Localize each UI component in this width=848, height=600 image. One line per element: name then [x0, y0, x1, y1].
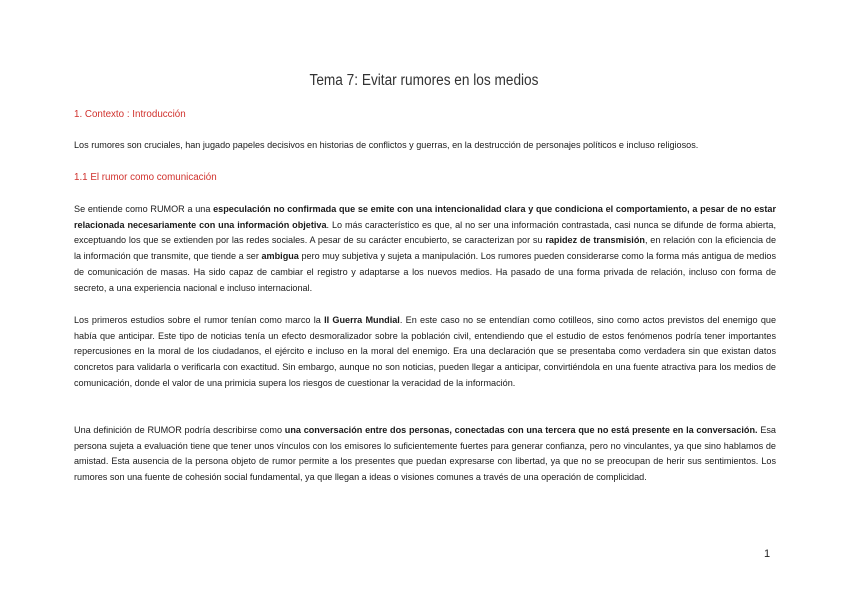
paragraph-history: [74, 313, 776, 392]
bold-span: una conversación entre dos personas, conectadas con una tercera que no está presente en la conversación.: [284, 425, 758, 435]
text-span: Una definición de RUMOR podría describirse como: [74, 425, 285, 435]
text-span: Los primeros estudios sobre el rumor tenían como marco la: [74, 315, 325, 325]
paragraph-definition: [74, 202, 776, 296]
text-span: Esa persona sujeta a evaluación tiene que tener unos vínculos con los emisores lo suficientemente fuertes para generar confianza, pero no vinculantes, ya que sino hablamos de amistad. Esta ausencia de la persona objeto de rumor permite a los presentes que puedan expresarse con libertad, ya que no se preocupan de herir sus sentimientos. Los rumores son una fuente de cohesión social fundamental, ya que llegan a ideas o visiones comunes a través de una operación de complicidad.: [74, 425, 776, 483]
bold-span: rapidez de transmisión: [545, 235, 645, 246]
text-span: . Lo más característico es que, al no ser una información contrastada, casi nunca se difunde de forma abierta, exceptuando los que se extienden por las redes sociales. A pesar de su carácter encubierto, se caracterizan por su: [74, 219, 776, 246]
intro-paragraph: Los rumores son cruciales, han jugado papeles decisivos en historias de conflictos y guerras, en la destrucción de personajes políticos e incluso religiosos.: [74, 140, 699, 150]
page-title: Tema 7: Evitar rumores en los medios: [309, 72, 539, 89]
page-number: 1: [764, 548, 771, 560]
bold-span: ambigua: [261, 251, 299, 262]
text-span: . En este caso no se entendían como cotilleos, sino como actos previstos del enemigo que había que anticipar. Este tipo de noticias tenía un efecto desmoralizador sobre la población civil, entendiendo que el estudio de estos fenómenos podría tener importantes repercusiones en la moral de los ciudadanos, el ejército e incluso en la moral del enemigo. Era una declaración que se presentaba como verdadera sin que existan datos concretos para validarla o verificarla con exactitud. Sin embargo, aunque no son noticias, pueden llegar a anticipar, convirtiéndola en una fuente atractiva para los medios de comunicación, donde el valor de una primicia supera los riesgos de cuestionar la veracidad de la información.: [74, 315, 776, 388]
paragraph-conversation: [74, 423, 776, 486]
subsection-heading-rumor: 1.1 El rumor como comunicación: [74, 172, 217, 183]
text-span: pero muy subjetiva y sujeta a manipulación. Los rumores pueden considerarse como la forma más antigua de medios de comunicación de masas. Ha sido capaz de cambiar el registro y adaptarse a los nuevos medios. Ha pasado de una forma privada de relación, incluso con forma de secreto, a una experiencia nacional e incluso internacional.: [74, 251, 776, 293]
bold-span: especulación no confirmada que se emite con una intencionalidad clara y que condiciona el comportamiento, a pesar de no estar relacionada necesariamente con una información objetiva: [74, 204, 776, 230]
text-span: Se entiende como RUMOR a una: [74, 204, 214, 214]
section-heading-context: 1. Contexto : Introducción: [74, 109, 186, 120]
text-span: , en relación con la eficiencia de la información que transmite, que tiende a ser: [74, 235, 777, 262]
bold-span: II Guerra Mundial: [324, 315, 400, 325]
